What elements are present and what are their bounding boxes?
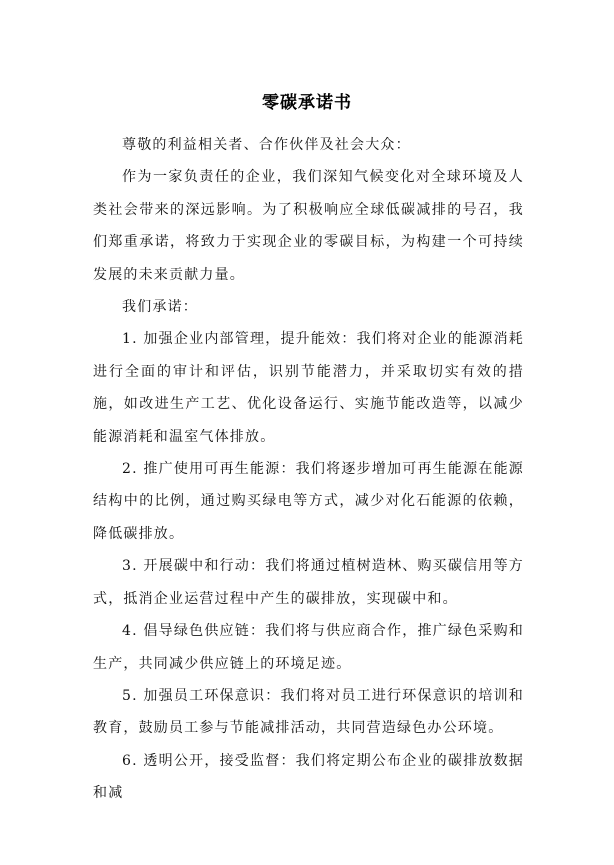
commitment-heading: 我们承诺： xyxy=(122,299,198,316)
intro-paragraph: 作为一家负责任的企业，我们深知气候变化对全球环境及人类社会带来的深远影响。为了积极响应全球低碳减排的号召，我们郑重承诺，将致力于实现企业的零碳目标，为构建一个可持续发展的未来贡献力量。 xyxy=(93,169,524,283)
commitment-item-1: 1. 加强企业内部管理，提升能效：我们将对企业的能源消耗进行全面的审计和评估，识别节能潜力，并采取切实有效的措施，如改进生产工艺、优化设备运行、实施节能改造等，以减少能源消耗和温室气体排放。 xyxy=(93,331,524,445)
commitment-item-5: 5. 加强员工环保意识：我们将对员工进行环保意识的培训和教育，鼓励员工参与节能减排活动，共同营造绿色办公环境。 xyxy=(93,687,524,737)
salutation: 尊敬的利益相关者、合作伙伴及社会大众： xyxy=(122,137,411,153)
commitment-item-2: 2. 推广使用可再生能源：我们将逐步增加可再生能源在能源结构中的比例，通过购买绿电等方式，减少对化石能源的依赖，降低碳排放。 xyxy=(93,461,524,542)
commitment-item-4: 4. 倡导绿色供应链：我们将与供应商合作，推广绿色采购和生产，共同减少供应链上的环境足迹。 xyxy=(93,623,524,672)
commitment-item-6: 6. 透明公开，接受监督：我们将定期公布企业的碳排放数据和减 xyxy=(93,752,524,802)
document-body xyxy=(93,129,524,810)
commitment-item-3: 3. 开展碳中和行动：我们将通过植树造林、购买碳信用等方式，抵消企业运营过程中产生的碳排放，实现碳中和。 xyxy=(93,558,524,607)
document-title: 零碳承诺书 xyxy=(262,93,352,113)
